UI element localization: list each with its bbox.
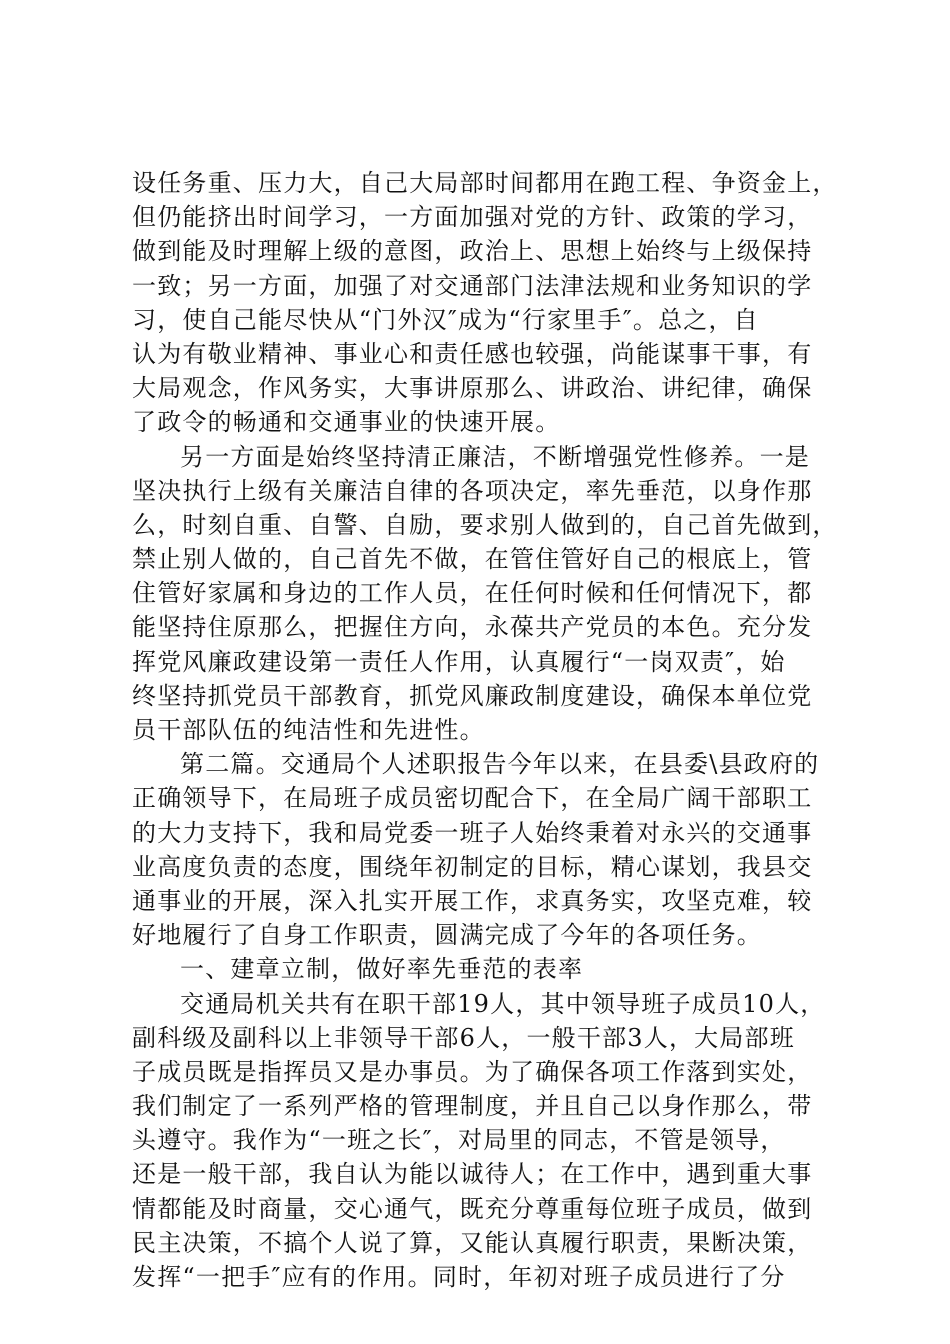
text-line: 禁止别人做的，自己首先不做，在管住管好自己的根底上，管 [132, 545, 813, 574]
text-line: 一致；另一方面，加强了对交通部门法津法规和业务知识的学 [132, 271, 813, 300]
paragraph-start-line: 另一方面是始终坚持清正廉洁，不断增强党性修养。一是 [180, 442, 810, 471]
text-line: 业高度负责的态度，围绕年初制定的目标，精心谋划，我县交 [132, 852, 813, 881]
text-line: 正确领导下，在局班子成员密切配合下，在全局广阔干部职工 [132, 784, 813, 813]
text-line: 副科级及副科以上非领导干部6人，一般干部3人，大局部班 [132, 1023, 795, 1052]
text-line: 的大力支持下，我和局党委一班子人始终秉着对永兴的交通事 [132, 818, 813, 847]
text-line: 终坚持抓党员干部教育，抓党风廉政制度建设，确保本单位党 [132, 681, 813, 710]
text-line: 我们制定了一系列严格的管理制度，并且自己以身作那么，带 [132, 1092, 813, 1121]
text-line: 了政令的畅通和交通事业的快速开展。 [132, 408, 561, 437]
text-line: 能坚持住原那么，把握住方向，永葆共产党员的本色。充分发 [132, 613, 813, 642]
text-line: 还是一般干部，我自认为能以诚待人；在工作中，遇到重大事 [132, 1160, 813, 1189]
text-line: 做到能及时理解上级的意图，政治上、思想上始终与上级保持 [132, 237, 813, 266]
section-heading: 一、建章立制，做好率先垂范的表率 [180, 955, 584, 984]
text-line: 大局观念，作风务实，大事讲原那么、讲政治、讲纪律，确保 [132, 374, 813, 403]
text-line: 通事业的开展，深入扎实开展工作，求真务实，攻坚克难，较 [132, 886, 813, 915]
text-line: 习，使自己能尽快从“门外汉″成为“行家里手″。总之，自 [132, 305, 759, 334]
text-line: 挥党风廉政建设第一责任人作用，认真履行“一岗双责″，始 [132, 647, 786, 676]
paragraph-start-line: 第二篇。交通局个人述职报告今年以来，在县委\县政府的 [180, 750, 820, 779]
text-line: 么，时刻自重、自警、自励，要求别人做到的，自己首先做到， [132, 510, 838, 539]
text-line: 头遵守。我作为“一班之长″，对局里的同志，不管是领导， [132, 1126, 786, 1155]
text-line: 员干部队伍的纯洁性和先进性。 [132, 716, 485, 744]
text-line: 住管好家属和身边的工作人员，在任何时候和任何情况下，都 [132, 579, 813, 608]
text-line: 设任务重、压力大，自己大局部时间都用在跑工程、争资金上， [132, 169, 838, 197]
text-line: 子成员既是指挥员又是办事员。为了确保各项工作落到实处， [132, 1057, 813, 1086]
text-line: 民主决策，不搞个人说了算，又能认真履行职责，果断决策， [132, 1228, 813, 1257]
text-line: 好地履行了自身工作职责，圆满完成了今年的各项任务。 [132, 921, 762, 950]
paragraph-start-line: 交通局机关共有在职干部19人，其中领导班子成员10人， [180, 989, 826, 1018]
text-line: 发挥“一把手″应有的作用。同时，年初对班子成员进行了分 [132, 1263, 786, 1291]
text-line: 但仍能挤出时间学习，一方面加强对党的方针、政策的学习， [132, 203, 813, 232]
body-text [132, 166, 838, 1294]
text-line: 坚决执行上级有关廉洁自律的各项决定，率先垂范，以身作那 [132, 476, 813, 505]
text-line: 情都能及时商量，交心通气，既充分尊重每位班子成员，做到 [132, 1194, 813, 1223]
text-line: 认为有敬业精神、事业心和责任感也较强，尚能谋事干事，有 [132, 339, 813, 368]
